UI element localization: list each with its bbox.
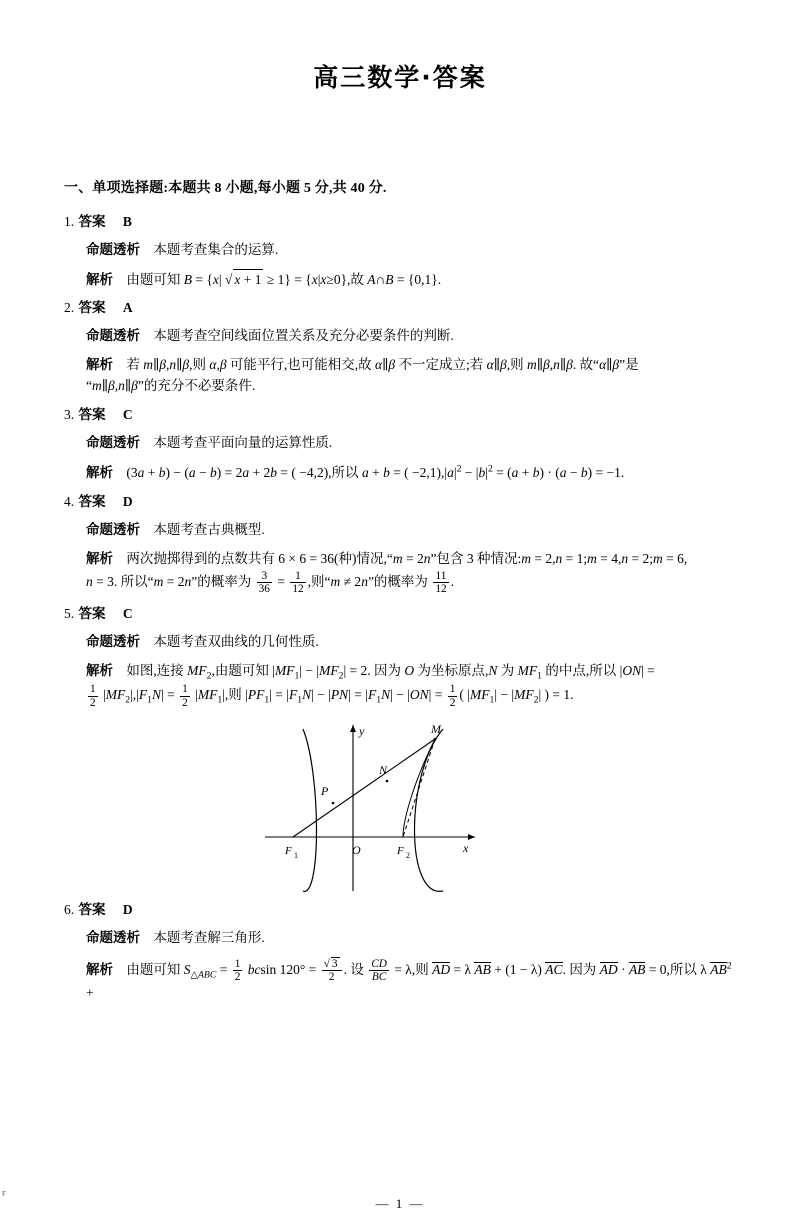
svg-text:1: 1 xyxy=(294,850,298,860)
solution-line-1 xyxy=(64,269,736,291)
question-block-5 xyxy=(64,604,736,894)
analysis-line-6 xyxy=(64,928,736,949)
question-number: 4. xyxy=(64,494,75,510)
solution-text: 由题可知 B = {x| √ x + 1 ≥ 1} = {x|x≥0},故 A∩B = {0,1}. xyxy=(126,272,441,287)
question-number: 5. xyxy=(64,605,75,621)
question-number: 3. xyxy=(64,407,75,423)
question-block-6 xyxy=(64,900,736,1004)
solution-line-5 xyxy=(64,661,736,709)
analysis-line-2 xyxy=(64,326,736,347)
answer-value: D xyxy=(122,494,133,510)
solution-text: (3a + b) − (a − b) = 2a + 2b = ( −4,2),所以 a + b = ( $-2,1),|a|^2 - |b|^2 = (a + b) \cdot (a - b) = -1$. xyxy=(126,463,625,481)
answer-label: 答案 xyxy=(78,213,106,229)
answer-value: C xyxy=(122,605,133,621)
svg-text:y: y xyxy=(359,723,365,738)
question-number: 6. xyxy=(64,901,75,917)
solution-line-4 xyxy=(64,549,736,595)
question-block-2 xyxy=(64,298,736,397)
answer-line-6 xyxy=(64,900,736,921)
hyperbola-figure-svg xyxy=(255,719,545,894)
answer-line-1 xyxy=(64,212,736,233)
answer-sheet-page xyxy=(0,58,800,1222)
page-number: — 1 — xyxy=(375,1196,425,1211)
answer-line-3 xyxy=(64,405,736,426)
answer-label: 答案 xyxy=(78,494,106,510)
svg-text:2: 2 xyxy=(406,850,410,860)
question-block-4 xyxy=(64,492,736,595)
solution-text: 两次抛掷得到的点数共有 6 × 6 = 36(种)情况,“m = 2n”包含 3 种情况:m = 2,n = 1;m = 4,n = 2;m = 6, n = 3. 所以“m = 2n”的概率为 $\frac{3}{36}$ = $\frac{1}{12}$ ,则“m ≠ 2n”的概率为 $\frac{11}{12}$ . xyxy=(86,551,688,596)
page-title: 高三数学·答案 xyxy=(313,63,487,92)
analysis-line-4 xyxy=(64,520,736,541)
solution-tag: 解析 xyxy=(86,465,113,481)
solution-tag: 解析 xyxy=(86,662,113,678)
solution-line-2 xyxy=(64,355,736,397)
answer-content xyxy=(64,94,736,1004)
answer-label: 答案 xyxy=(78,300,106,316)
answer-value: B xyxy=(122,213,132,229)
answer-value: D xyxy=(122,901,133,917)
analysis-line-1 xyxy=(64,240,736,261)
question-block-3 xyxy=(64,405,736,484)
solution-text: 如图,连接 $MF_2$,由题可知 $|MF_1| - |MF_2| = 2$. 因为 O 为坐标原点,N 为 $MF_1$ 的中点,所以 |ON| = $\frac{1}{2}$ $|MF_2|,|F_1N|$ = $\frac{1}{2}$ $|MF_1|$,则 $|PF_1| = |F_1N| - |PN| = |F_1N| - |ON|$ = $\frac{1}{2}$ ( $|MF_1| - |MF_2|$ ) = 1. xyxy=(90,662,655,709)
question-number: 1. xyxy=(64,213,75,229)
answer-value: A xyxy=(122,300,133,316)
analysis-text: 本题考查平面向量的运算性质. xyxy=(153,435,333,451)
answer-label: 答案 xyxy=(78,605,106,621)
answer-line-4 xyxy=(64,492,736,513)
analysis-text: 本题考查古典概型. xyxy=(153,522,265,538)
analysis-tag: 命题透析 xyxy=(86,633,140,649)
answer-label: 答案 xyxy=(78,407,106,423)
svg-text:F: F xyxy=(397,844,404,857)
section-heading: 一、单项选择题:本题共 8 小题,每小题 5 分,共 40 分. xyxy=(64,181,387,196)
analysis-tag: 命题透析 xyxy=(86,328,140,344)
hyperbola-figure xyxy=(64,719,736,894)
analysis-tag: 命题透析 xyxy=(86,435,140,451)
answer-line-5 xyxy=(64,604,736,625)
question-number: 2. xyxy=(64,300,75,316)
answer-line-2 xyxy=(64,298,736,319)
analysis-text: 本题考查双曲线的几何性质. xyxy=(153,633,319,649)
solution-tag: 解析 xyxy=(86,357,113,373)
answer-value: C xyxy=(122,407,133,423)
svg-text:M: M xyxy=(431,721,441,736)
answer-label: 答案 xyxy=(78,901,106,917)
solution-text: 若 m∥β,n∥β,则 α,β 可能平行,也可能相交,故 α∥β 不一定成立;若 α∥β,则 m∥β,n∥β. 故“α∥β”是 “m∥β,n∥β”的充分不必要条件. xyxy=(86,357,639,394)
analysis-tag: 命题透析 xyxy=(86,929,140,945)
analysis-text: 本题考查集合的运算. xyxy=(153,241,279,257)
analysis-line-3 xyxy=(64,433,736,454)
solution-tag: 解析 xyxy=(86,271,113,287)
svg-text:O: O xyxy=(352,842,361,857)
analysis-text: 本题考查空间线面位置关系及充分必要条件的判断. xyxy=(153,328,454,344)
svg-text:N: N xyxy=(379,762,388,777)
svg-text:P: P xyxy=(321,783,329,798)
solution-line-3 xyxy=(64,462,736,484)
solution-line-6 xyxy=(64,957,736,1004)
analysis-tag: 命题透析 xyxy=(86,241,140,257)
svg-text:x: x xyxy=(463,840,469,855)
question-block-1 xyxy=(64,212,736,291)
analysis-line-5 xyxy=(64,632,736,653)
solution-tag: 解析 xyxy=(86,551,113,567)
analysis-tag: 命题透析 xyxy=(86,522,140,538)
solution-tag: 解析 xyxy=(86,961,113,977)
edge-mark: F xyxy=(2,1190,6,1198)
analysis-text: 本题考查解三角形. xyxy=(153,929,265,945)
solution-text: 由题可知 $S_{\triangle ABC}$ = $\frac{1}{2}$ bcsin 120° = $\frac{√ 3}{2}$ . 设 $\frac{CD}{BC}$ = λ,则 AD = λ AB + (1 − λ) AC. 因为 AD · AB = 0,所以 λ $AB^2$ + xyxy=(86,957,732,1001)
svg-text:F: F xyxy=(285,844,292,857)
